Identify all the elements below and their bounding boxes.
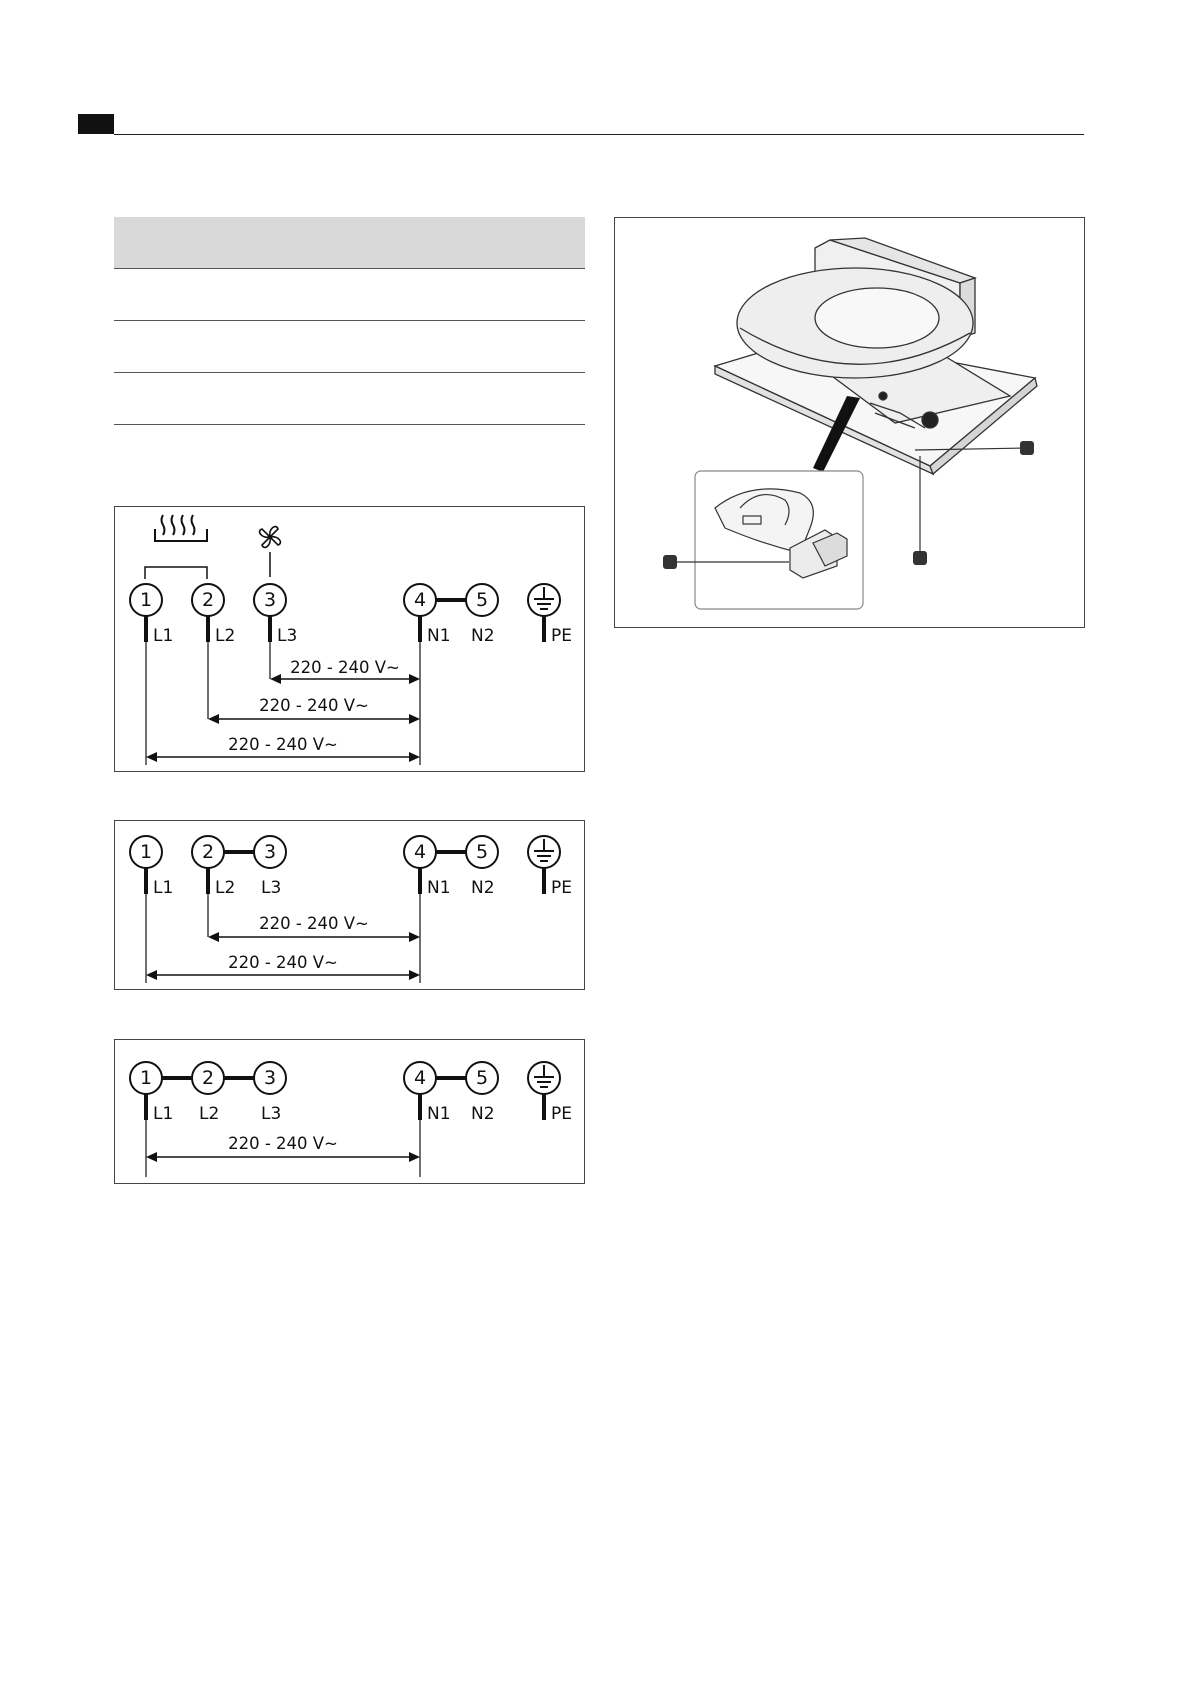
callout-marker [913, 551, 927, 565]
fan-icon [260, 527, 281, 548]
terminal-1 [130, 836, 162, 868]
label-pe: PE [551, 1104, 572, 1124]
header-rule [114, 134, 1084, 135]
terminal-number: 5 [475, 589, 489, 611]
wiring-diagram-2 [114, 820, 585, 990]
label-n2: N2 [471, 1104, 495, 1124]
label-l3: L3 [261, 878, 282, 898]
terminal-3 [254, 836, 286, 868]
appliance-illustration [614, 217, 1085, 628]
terminal-1 [130, 1062, 162, 1094]
voltage-arrow-l1-n1 [146, 1134, 420, 1162]
table-row [114, 321, 585, 373]
section-tab [78, 114, 114, 134]
terminal-3 [254, 1062, 286, 1094]
terminal-number: 1 [139, 1067, 153, 1089]
wiring-diagram-1 [114, 506, 585, 772]
cooktop-illustration [715, 238, 1037, 474]
terminal-2 [192, 584, 224, 616]
label-l3: L3 [261, 1104, 282, 1124]
label-pe: PE [551, 626, 572, 646]
detail-inset [663, 471, 863, 609]
table-header [114, 217, 585, 269]
label-l1: L1 [153, 878, 174, 898]
terminal-number: 1 [139, 589, 153, 611]
voltage-arrow-l2-n1 [208, 914, 420, 942]
voltage-label: 220 - 240 V~ [228, 1134, 338, 1153]
terminal-4 [404, 1062, 436, 1094]
label-n1: N1 [427, 1104, 451, 1124]
terminal-number: 4 [413, 1067, 427, 1089]
voltage-arrow-l2-n1 [208, 696, 420, 724]
terminal-number: 2 [201, 1067, 215, 1089]
terminal-number: 2 [201, 589, 215, 611]
voltage-arrow-l1-n1 [146, 735, 420, 762]
terminal-number: 4 [413, 841, 427, 863]
voltage-label: 220 - 240 V~ [259, 696, 369, 715]
terminal-4 [404, 836, 436, 868]
label-l2: L2 [199, 1104, 220, 1124]
label-n1: N1 [427, 626, 451, 646]
terminal-2 [192, 1062, 224, 1094]
label-n1: N1 [427, 878, 451, 898]
terminal-number: 4 [413, 589, 427, 611]
terminal-number: 5 [475, 1067, 489, 1089]
label-l2: L2 [215, 626, 236, 646]
voltage-label: 220 - 240 V~ [259, 914, 369, 933]
terminal-3 [254, 584, 286, 616]
terminal-4 [404, 584, 436, 616]
voltage-label: 220 - 240 V~ [290, 658, 400, 677]
label-n2: N2 [471, 878, 495, 898]
table-row [114, 373, 585, 425]
terminal-number: 3 [263, 589, 277, 611]
bracket-line [145, 567, 207, 579]
terminal-2 [192, 836, 224, 868]
ground-icon [528, 836, 560, 868]
label-pe: PE [551, 878, 572, 898]
label-l2: L2 [215, 878, 236, 898]
terminal-number: 3 [263, 841, 277, 863]
terminal-1 [130, 584, 162, 616]
terminal-number: 2 [201, 841, 215, 863]
terminal-5 [466, 1062, 498, 1094]
voltage-arrow-l1-n1 [146, 953, 420, 980]
terminal-number: 5 [475, 841, 489, 863]
terminal-number: 3 [263, 1067, 277, 1089]
spec-table [114, 217, 585, 425]
label-l3: L3 [277, 626, 298, 646]
terminal-number: 1 [139, 841, 153, 863]
label-l1: L1 [153, 1104, 174, 1124]
label-n2: N2 [471, 626, 495, 646]
wiring-diagram-3 [114, 1039, 585, 1184]
table-row [114, 269, 585, 321]
callout-marker [663, 555, 677, 569]
heating-element-icon [155, 515, 207, 541]
voltage-label: 220 - 240 V~ [228, 953, 338, 972]
voltage-label: 220 - 240 V~ [228, 735, 338, 754]
ground-icon [528, 584, 560, 616]
terminal-5 [466, 836, 498, 868]
voltage-arrow-l3-n1 [270, 658, 420, 684]
label-l1: L1 [153, 626, 174, 646]
ground-icon [528, 1062, 560, 1094]
terminal-5 [466, 584, 498, 616]
callout-marker [1020, 441, 1034, 455]
